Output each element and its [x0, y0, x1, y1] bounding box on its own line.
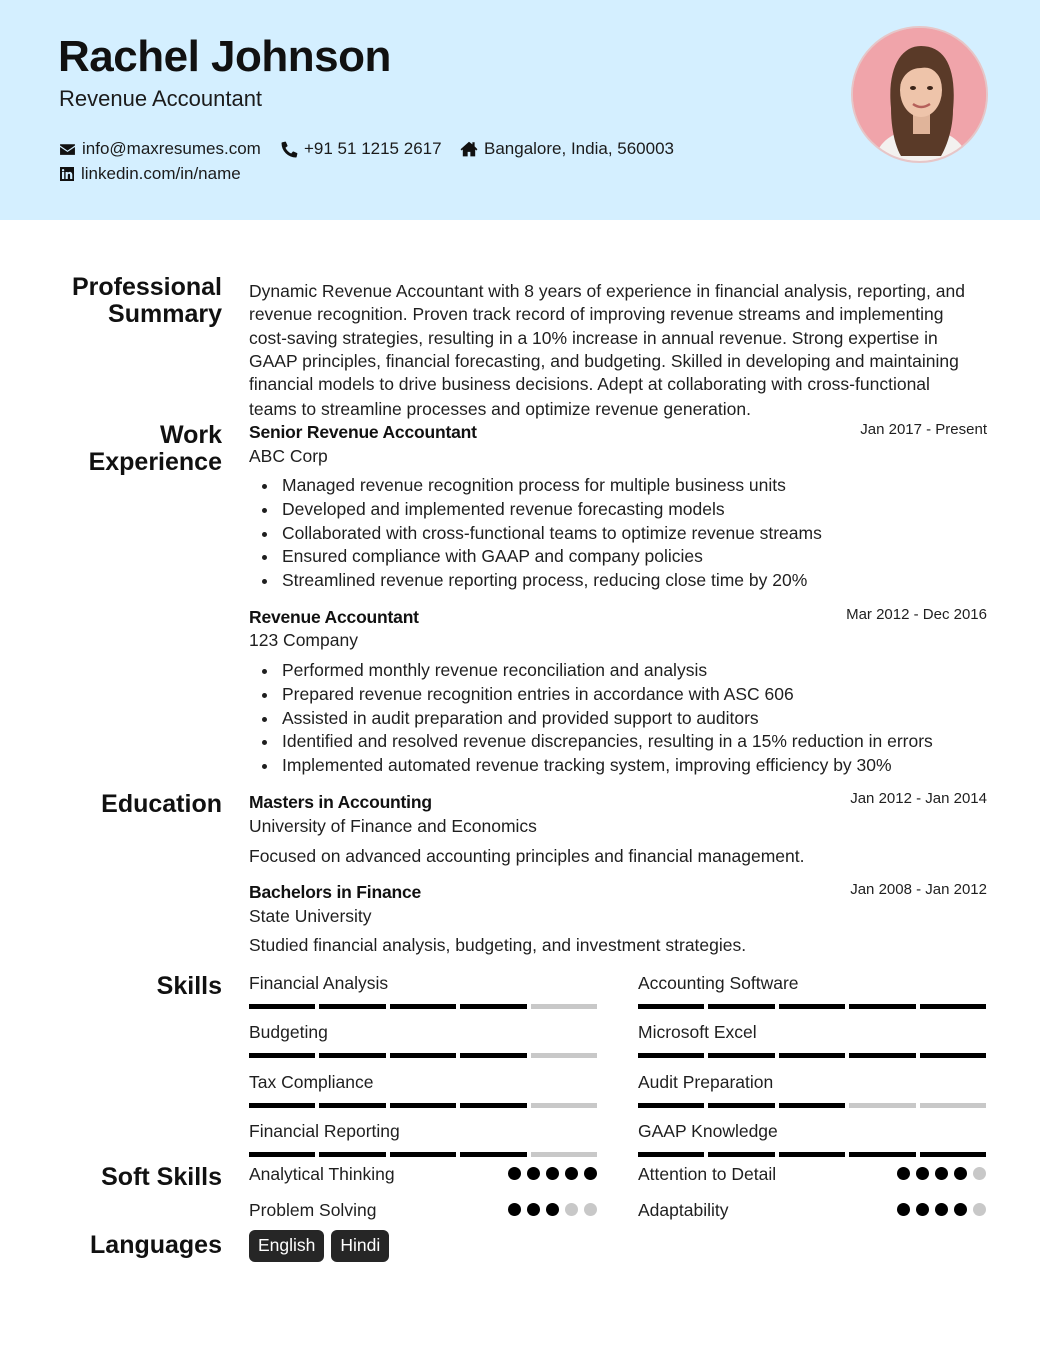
- job-bullet: Prepared revenue recognition entries in accordance with ASC 606: [260, 683, 933, 707]
- skill-level-segment: [920, 1053, 986, 1058]
- linkedin-text: linkedin.com/in/name: [81, 164, 241, 183]
- job-company: ABC Corp: [249, 446, 328, 466]
- skill-name: Financial Analysis: [249, 973, 389, 993]
- home-icon: [460, 140, 478, 158]
- section-languages-heading: Languages: [90, 1231, 222, 1259]
- skill-level-segment: [319, 1004, 385, 1009]
- rating-dot: [508, 1167, 521, 1180]
- skill-item: [249, 1121, 597, 1157]
- skill-level-bar: [249, 1152, 597, 1157]
- soft-skill-item: [249, 1164, 597, 1186]
- job-bullets: [260, 659, 933, 778]
- portrait-image: [853, 28, 988, 163]
- skill-name: Tax Compliance: [249, 1072, 374, 1092]
- school-name: State University: [249, 906, 372, 926]
- skill-level-segment: [708, 1103, 774, 1108]
- soft-skill-name: Adaptability: [638, 1200, 729, 1220]
- section-work-heading: [89, 422, 222, 476]
- skill-level-segment: [390, 1152, 456, 1157]
- skill-name: GAAP Knowledge: [638, 1121, 778, 1141]
- skill-level-segment: [779, 1103, 845, 1108]
- profile-photo: [851, 26, 988, 163]
- skill-level-bar: [638, 1053, 986, 1058]
- rating-dot: [546, 1203, 559, 1216]
- degree-title: Masters in Accounting: [249, 792, 432, 812]
- skill-item: [249, 973, 597, 1009]
- rating-dot: [584, 1167, 597, 1180]
- soft-skill-rating: [897, 1167, 986, 1180]
- rating-dot: [916, 1203, 929, 1216]
- email-text: info@maxresumes.com: [82, 139, 261, 158]
- soft-skill-rating: [897, 1203, 986, 1216]
- skill-level-segment: [531, 1152, 597, 1157]
- soft-skill-name: Analytical Thinking: [249, 1164, 395, 1184]
- work-heading-line2: Experience: [88, 448, 222, 476]
- skill-level-segment: [849, 1152, 915, 1157]
- rating-dot: [546, 1167, 559, 1180]
- skill-name: Accounting Software: [638, 973, 799, 993]
- skill-item: [249, 1072, 597, 1108]
- education-date: Jan 2008 - Jan 2012: [850, 881, 987, 898]
- skill-level-bar: [638, 1103, 986, 1108]
- rating-dot: [565, 1167, 578, 1180]
- job-bullet: Managed revenue recognition process for multiple business units: [260, 474, 822, 498]
- skill-item: [638, 1022, 986, 1058]
- job-company: 123 Company: [249, 630, 358, 650]
- skill-item: [638, 1121, 986, 1157]
- skill-level-segment: [849, 1004, 915, 1009]
- education-description: Focused on advanced accounting principles and financial management.: [249, 846, 805, 866]
- skill-level-segment: [638, 1152, 704, 1157]
- summary-line: financial models to drive business decisions. Adept at collaborating with cross-functional: [249, 374, 930, 395]
- skill-level-segment: [638, 1103, 704, 1108]
- summary-heading-line1: Professional: [71, 273, 222, 301]
- contact-location: [460, 139, 674, 159]
- job-bullet: Implemented automated revenue tracking system, improving efficiency by 30%: [260, 754, 933, 778]
- contact-linkedin[interactable]: [59, 164, 241, 184]
- skill-level-segment: [531, 1004, 597, 1009]
- location-text: Bangalore, India, 560003: [484, 139, 674, 158]
- skill-level-segment: [460, 1152, 526, 1157]
- summary-line: cost-saving strategies, resulting in a 10% increase in annual revenue. Strong expertise in: [249, 327, 938, 348]
- skill-item: [638, 973, 986, 1009]
- skill-name: Microsoft Excel: [638, 1022, 757, 1042]
- job-bullet: Ensured compliance with GAAP and company policies: [260, 545, 822, 569]
- rating-dot: [973, 1203, 986, 1216]
- rating-dot: [916, 1167, 929, 1180]
- section-summary-heading: [72, 274, 222, 328]
- skill-level-segment: [638, 1004, 704, 1009]
- skill-level-segment: [390, 1103, 456, 1108]
- soft-skill-name: Problem Solving: [249, 1200, 377, 1220]
- skill-level-segment: [249, 1004, 315, 1009]
- candidate-name: Rachel Johnson: [58, 32, 391, 81]
- job-bullet: Streamlined revenue reporting process, reducing close time by 20%: [260, 569, 822, 593]
- job-bullet: Performed monthly revenue reconciliation and analysis: [260, 659, 933, 683]
- language-badge: English: [249, 1230, 324, 1262]
- skill-level-segment: [249, 1103, 315, 1108]
- skill-level-segment: [390, 1004, 456, 1009]
- rating-dot: [954, 1167, 967, 1180]
- job-bullet: Identified and resolved revenue discrepancies, resulting in a 15% reduction in errors: [260, 730, 933, 754]
- rating-dot: [935, 1167, 948, 1180]
- skill-level-segment: [460, 1103, 526, 1108]
- job-bullet: Collaborated with cross-functional teams to optimize revenue streams: [260, 522, 822, 546]
- envelope-icon: [59, 141, 76, 158]
- candidate-title: Revenue Accountant: [59, 86, 263, 111]
- header-banner: [0, 0, 1040, 220]
- degree-title: Bachelors in Finance: [249, 882, 422, 902]
- skill-level-segment: [319, 1152, 385, 1157]
- skill-level-segment: [779, 1053, 845, 1058]
- job-bullet: Assisted in audit preparation and provided support to auditors: [260, 707, 933, 731]
- skill-level-segment: [390, 1053, 456, 1058]
- skill-level-segment: [920, 1103, 986, 1108]
- skill-level-segment: [531, 1103, 597, 1108]
- rating-dot: [584, 1203, 597, 1216]
- soft-skill-item: [638, 1200, 986, 1222]
- section-education-heading: Education: [101, 790, 222, 818]
- job-title: Revenue Accountant: [249, 607, 419, 627]
- skill-level-segment: [920, 1152, 986, 1157]
- contact-email[interactable]: [59, 139, 261, 159]
- soft-skill-item: [249, 1200, 597, 1222]
- skill-level-segment: [708, 1053, 774, 1058]
- section-skills-heading: Skills: [156, 972, 222, 1000]
- summary-line: revenue recognition. Proven track record of improving revenue streams and implementing: [249, 304, 944, 325]
- skill-level-segment: [460, 1004, 526, 1009]
- contact-phone[interactable]: [281, 139, 442, 159]
- skill-item: [638, 1072, 986, 1108]
- job-bullets: [260, 474, 822, 593]
- skill-level-bar: [249, 1103, 597, 1108]
- education-date: Jan 2012 - Jan 2014: [850, 790, 987, 807]
- job-date: Jan 2017 - Present: [860, 421, 987, 438]
- rating-dot: [954, 1203, 967, 1216]
- skill-level-segment: [249, 1152, 315, 1157]
- skill-level-segment: [849, 1103, 915, 1108]
- soft-skill-item: [638, 1164, 986, 1186]
- phone-text: +91 51 1215 2617: [304, 139, 442, 158]
- rating-dot: [527, 1203, 540, 1216]
- skill-level-segment: [849, 1053, 915, 1058]
- rating-dot: [527, 1167, 540, 1180]
- skill-level-bar: [638, 1004, 986, 1009]
- skill-name: Budgeting: [249, 1022, 328, 1042]
- skill-name: Financial Reporting: [249, 1121, 400, 1141]
- rating-dot: [565, 1203, 578, 1216]
- skill-level-segment: [708, 1004, 774, 1009]
- summary-text: [249, 280, 987, 422]
- phone-icon: [281, 141, 298, 158]
- summary-line: teams to streamline processes and optimize revenue generation.: [249, 399, 751, 420]
- rating-dot: [508, 1203, 521, 1216]
- soft-skill-rating: [508, 1167, 597, 1180]
- rating-dot: [897, 1167, 910, 1180]
- skill-level-segment: [708, 1152, 774, 1157]
- language-badge: Hindi: [331, 1230, 389, 1262]
- skill-level-bar: [249, 1004, 597, 1009]
- skill-level-segment: [531, 1053, 597, 1058]
- skill-level-segment: [249, 1053, 315, 1058]
- soft-skill-name: Attention to Detail: [638, 1164, 777, 1184]
- summary-line: GAAP principles, financial forecasting, and budgeting. Skilled in developing and maintaining: [249, 350, 959, 371]
- soft-skill-rating: [508, 1203, 597, 1216]
- rating-dot: [973, 1167, 986, 1180]
- skill-level-segment: [779, 1152, 845, 1157]
- skill-name: Audit Preparation: [638, 1072, 774, 1092]
- skill-level-segment: [319, 1103, 385, 1108]
- section-soft-skills-heading: Soft Skills: [101, 1163, 222, 1191]
- job-title: Senior Revenue Accountant: [249, 422, 477, 442]
- skill-level-segment: [319, 1053, 385, 1058]
- skill-level-bar: [638, 1152, 986, 1157]
- skill-item: [249, 1022, 597, 1058]
- skill-level-segment: [638, 1053, 704, 1058]
- skill-level-bar: [249, 1053, 597, 1058]
- job-date: Mar 2012 - Dec 2016: [846, 606, 987, 623]
- school-name: University of Finance and Economics: [249, 816, 537, 836]
- skill-level-segment: [460, 1053, 526, 1058]
- skill-level-segment: [779, 1004, 845, 1009]
- language-list: [249, 1230, 389, 1262]
- summary-line: Dynamic Revenue Accountant with 8 years of experience in financial analysis, reporting, and: [249, 281, 965, 301]
- rating-dot: [935, 1203, 948, 1216]
- summary-heading-line2: Summary: [108, 300, 222, 328]
- linkedin-icon: [59, 166, 75, 182]
- job-bullet: Developed and implemented revenue forecasting models: [260, 498, 822, 522]
- work-heading-line1: Work: [159, 421, 222, 449]
- rating-dot: [897, 1203, 910, 1216]
- skill-level-segment: [920, 1004, 986, 1009]
- education-description: Studied financial analysis, budgeting, and investment strategies.: [249, 935, 747, 955]
